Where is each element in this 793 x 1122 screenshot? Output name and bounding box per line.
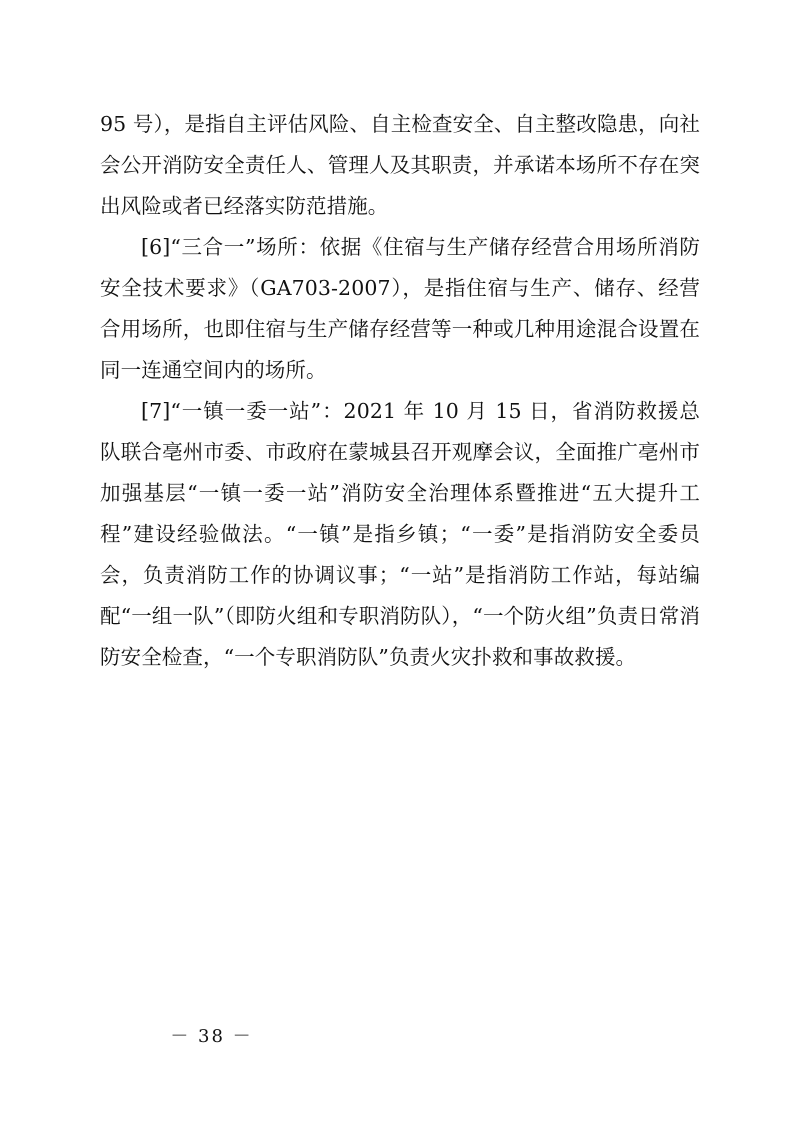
paragraph-note-7: [7]“一镇一委一站”：2021 年 10 月 15 日，省消防救援总队联合亳州市委、市政府在蒙城县召开观摩会议，全面推广亳州市加强基层“一镇一委一站”消防安全治理体系暨推进“五大提升工程”建设经验做法。“一镇”是指乡镇；“一委”是指消防安全委员会，负责消防工作的协调议事；“一站”是指消防工作站，每站编配“一组一队”（即防火组和专职消防队），“一个防火组”负责日常消防安全检查，“一个专职消防队”负责火灾扑救和事故救援。 — [100, 399, 700, 669]
paragraph-note-6: [6]“三合一”场所：依据《住宿与生产储存经营合用场所消防安全技术要求》（GA703-2007），是指住宿与生产、储存、经营合用场所，也即住宿与生产储存经营等一种或几种用途混合设置在同一连通空间内的场所。 — [100, 235, 700, 382]
document-body — [100, 104, 700, 678]
page-footer — [0, 1022, 793, 1048]
page-number: － 38 － — [170, 1026, 253, 1047]
paragraph-continuation: 95 号），是指自主评估风险、自主检查安全、自主整改隐患，向社会公开消防安全责任人、管理人及其职责，并承诺本场所不存在突出风险或者已经落实防范措施。 — [100, 112, 700, 218]
